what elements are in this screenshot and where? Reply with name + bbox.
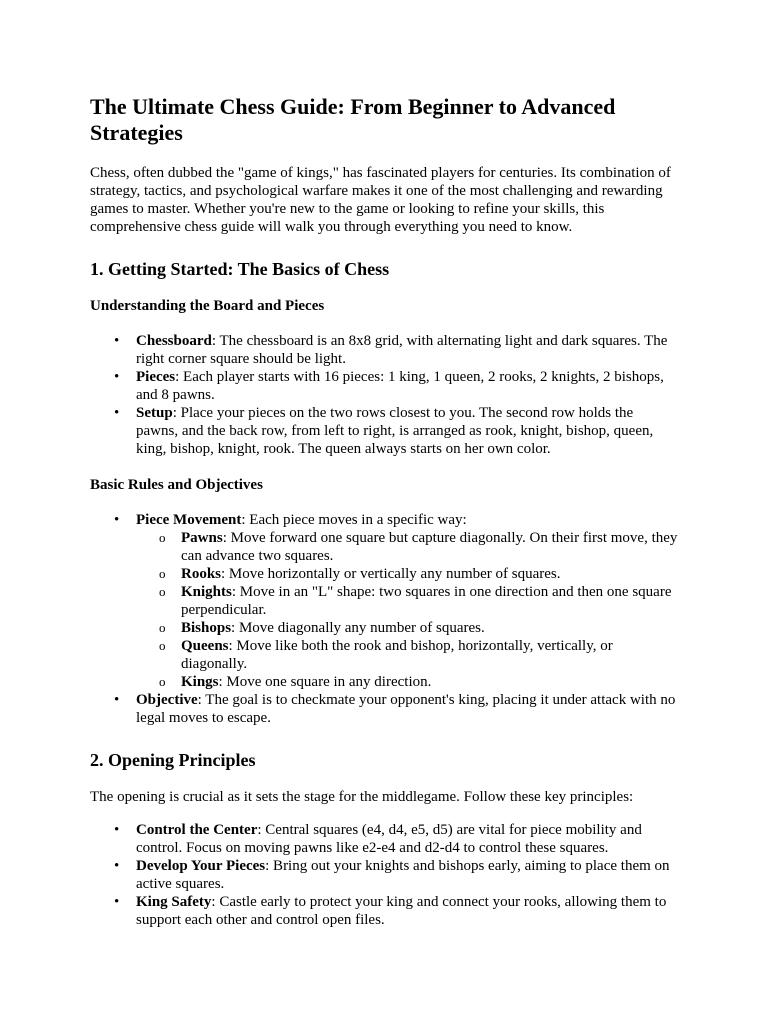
board-and-pieces-heading: Understanding the Board and Pieces — [90, 298, 325, 314]
board-and-pieces-list — [90, 332, 678, 458]
bullet-icon: • — [114, 512, 120, 528]
bullet-icon: • — [114, 333, 120, 349]
opening-principles-list — [90, 821, 678, 929]
bullet-icon: • — [114, 369, 120, 385]
term: King Safety — [136, 894, 212, 910]
term: Knights — [181, 584, 232, 600]
term: Rooks — [181, 566, 222, 582]
term: Pawns — [181, 530, 223, 546]
term: Pieces — [136, 369, 176, 385]
term: Piece Movement — [136, 512, 242, 528]
section-2-heading: 2. Opening Principles — [90, 750, 256, 770]
list-item — [114, 404, 678, 458]
list-item — [114, 368, 678, 404]
term: Develop Your Pieces — [136, 858, 266, 874]
sub-bullet-icon: o — [159, 674, 166, 689]
item-text: : Move one square in any direction. — [218, 674, 432, 690]
list-item — [114, 893, 678, 929]
item-text: : Move diagonally any number of squares. — [231, 620, 485, 636]
term: Bishops — [181, 620, 232, 636]
sublist-item — [159, 583, 678, 619]
list-item — [114, 332, 678, 368]
term: Chessboard — [136, 333, 212, 349]
rules-list — [90, 511, 678, 727]
term: Setup — [136, 405, 173, 421]
opening-intro-paragraph: The opening is crucial as it sets the stage for the middlegame. Follow these key principles: — [90, 789, 634, 805]
list-item — [114, 857, 678, 893]
bullet-icon: • — [114, 894, 120, 910]
intro-paragraph: Chess, often dubbed the "game of kings," has fascinated players for centuries. Its combination of strategy, tactics, and psychological warfare makes it one of the most challenging and rewarding games to master. Whether you're new to the game or looking to refine your skills, this comprehensive chess guide will walk you through everything you need to know. — [90, 165, 671, 235]
section-1-heading: 1. Getting Started: The Basics of Chess — [90, 259, 390, 279]
item-text: : Central squares (e4, d4, e5, d5) are vital for piece mobility and control. Focus on moving pawns like e2-e4 and d2-d4 to control these squares. — [136, 822, 642, 856]
item-text: : Move in an "L" shape: two squares in one direction and then one square perpendicular. — [181, 584, 672, 618]
term: Kings — [181, 674, 219, 690]
list-item — [114, 691, 678, 727]
item-text: : Move forward one square but capture diagonally. On their first move, they can advance two squares. — [181, 530, 678, 564]
list-item — [114, 511, 678, 691]
term: Objective — [136, 692, 198, 708]
sub-bullet-icon: o — [159, 584, 166, 599]
term: Queens — [181, 638, 229, 654]
sublist-item — [159, 529, 678, 565]
sub-bullet-icon: o — [159, 620, 166, 635]
sub-bullet-icon: o — [159, 566, 166, 581]
bullet-icon: • — [114, 822, 120, 838]
sublist-item — [159, 673, 678, 691]
sublist-item — [159, 619, 678, 637]
term: Control the Center — [136, 822, 258, 838]
bullet-icon: • — [114, 692, 120, 708]
item-text: : The chessboard is an 8x8 grid, with alternating light and dark squares. The right corner square should be light. — [136, 333, 668, 367]
sublist-item — [159, 565, 678, 583]
list-item — [114, 821, 678, 857]
item-text: : Castle early to protect your king and connect your rooks, allowing them to support each other and control open files. — [136, 894, 667, 928]
item-text: : Move horizontally or vertically any number of squares. — [221, 566, 561, 582]
item-text: : Place your pieces on the two rows closest to you. The second row holds the pawns, and the back row, from left to right, is arranged as rook, knight, bishop, queen, king, bishop, knight, rook. The queen always starts on her own color. — [136, 405, 654, 457]
item-text: : The goal is to checkmate your opponent's king, placing it under attack with no legal moves to escape. — [136, 692, 676, 726]
bullet-icon: • — [114, 858, 120, 874]
document-title: The Ultimate Chess Guide: From Beginner to Advanced Strategies — [90, 94, 616, 145]
item-text: : Move like both the rook and bishop, horizontally, vertically, or diagonally. — [181, 638, 613, 672]
item-text: : Each piece moves in a specific way: — [241, 512, 467, 528]
rules-and-objectives-heading: Basic Rules and Objectives — [90, 477, 263, 493]
item-text: : Bring out your knights and bishops early, aiming to place them on active squares. — [136, 858, 670, 892]
sub-bullet-icon: o — [159, 530, 166, 545]
piece-movement-sublist — [136, 529, 678, 691]
sublist-item — [159, 637, 678, 673]
item-text: : Each player starts with 16 pieces: 1 king, 1 queen, 2 rooks, 2 knights, 2 bishops, and 8 pawns. — [136, 369, 664, 403]
sub-bullet-icon: o — [159, 638, 166, 653]
bullet-icon: • — [114, 405, 120, 421]
